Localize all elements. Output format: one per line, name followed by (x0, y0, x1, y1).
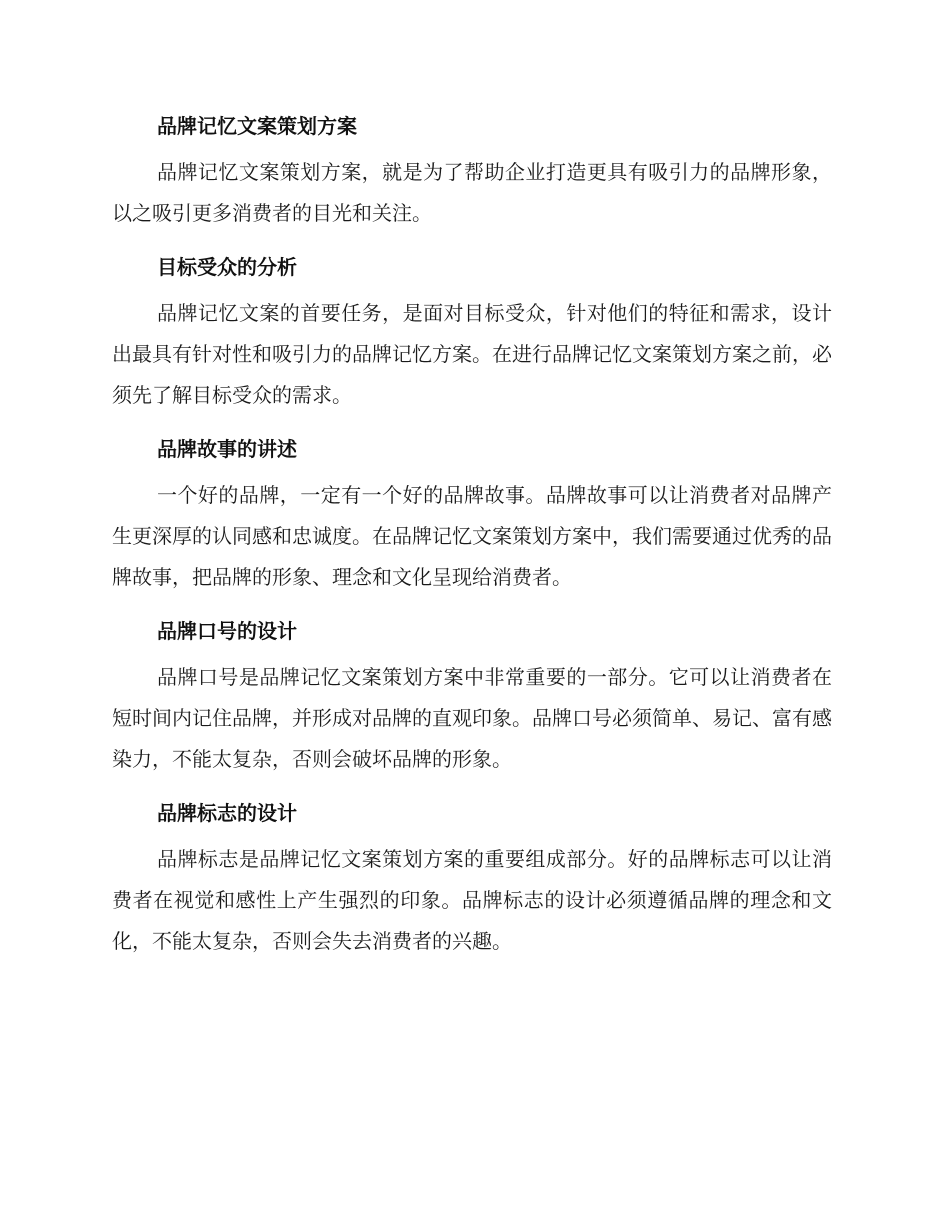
section-heading-slogan: 品牌口号的设计 (157, 619, 297, 643)
section-paragraph-slogan: 品牌口号是品牌记忆文案策划方案中非常重要的一部分。它可以让消费者在短时间内记住品牌，并形成对品牌的直观印象。品牌口号必须简单、易记、富有感染力，不能太复杂，否则会破坏品牌的形象。 (112, 665, 832, 771)
section-heading-audience: 目标受众的分析 (157, 255, 297, 279)
section-paragraph-story: 一个好的品牌，一定有一个好的品牌故事。品牌故事可以让消费者对品牌产生更深厚的认同感和忠诚度。在品牌记忆文案策划方案中，我们需要通过优秀的品牌故事，把品牌的形象、理念和文化呈现给消费者。 (112, 483, 832, 589)
document-body (112, 106, 832, 975)
section-paragraph-logo: 品牌标志是品牌记忆文案策划方案的重要组成部分。好的品牌标志可以让消费者在视觉和感性上产生强烈的印象。品牌标志的设计必须遵循品牌的理念和文化，不能太复杂，否则会失去消费者的兴趣。 (112, 847, 832, 953)
section-heading-logo: 品牌标志的设计 (157, 801, 297, 825)
section-paragraph-intro: 品牌记忆文案策划方案，就是为了帮助企业打造更具有吸引力的品牌形象，以之吸引更多消费者的目光和关注。 (112, 160, 832, 225)
section-heading-story: 品牌故事的讲述 (157, 437, 297, 461)
section-heading-title: 品牌记忆文案策划方案 (157, 114, 357, 138)
section-paragraph-audience: 品牌记忆文案的首要任务，是面对目标受众，针对他们的特征和需求，设计出最具有针对性和吸引力的品牌记忆方案。在进行品牌记忆文案策划方案之前，必须先了解目标受众的需求。 (112, 301, 832, 407)
